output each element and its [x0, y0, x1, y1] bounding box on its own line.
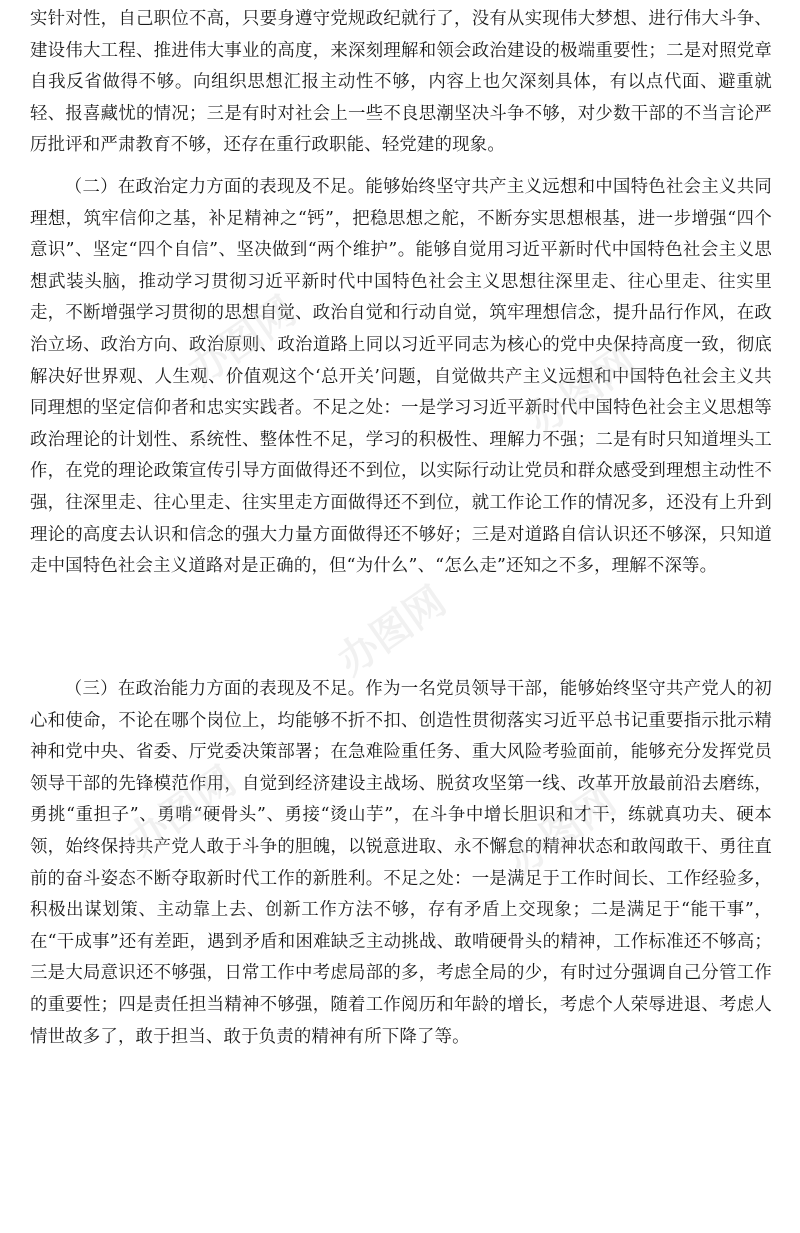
- watermark-logo: 办图网: [329, 578, 455, 685]
- paragraph-continuation: 实针对性，自己职位不高，只要身遵守党规政纪就行了，没有从实现伟大梦想、进行伟大斗争、建设伟大工程、推进伟大事业的高度，来深刻理解和领会政治建设的极端重要性；二是对照党章自我反省做得不够。向组织思想汇报主动性不够，内容上也欠深刻具体，有以点代面、避重就轻、报喜藏忧的情况；三是有时对社会上一些不良思潮坚决斗争不够，对少数干部的不当言论严厉批评和严肃教育不够，还存在重行政职能、轻党建的现象。: [30, 9, 772, 156]
- watermark-logo: 办图网: [519, 338, 645, 445]
- paragraph-political-ability: （三）在政治能力方面的表现及不足。作为一名党员领导干部，能够始终坚守共产党人的初心和使命，不论在哪个岗位上，均能够不折不扣、创造性贯彻落实习近平总书记重要指示批示精神和党中央、省委、厅党委决策部署；在急难险重任务、重大风险考验面前，能够充分发挥党员领导干部的先锋模范作用，自觉到经济建设主战场、脱贫攻坚第一线、改革开放最前沿去磨练，勇挑“重担子”、勇啃“硬骨头”、勇接“烫山芋”，在斗争中增长胆识和才干，练就真功夫、硬本领，始终保持共产党人敢于斗争的胆魄，以锐意进取、永不懈怠的精神状态和敢闯敢干、勇往直前的奋斗姿态不断夺取新时代工作的新胜利。不足之处：一是满足于工作时间长、工作经验多，积极出谋划策、主动靠上去、创新工作方法不够，存有矛盾上交现象；二是满足于“能干事”，在“干成事”还有差距，遇到矛盾和困难缺乏主动挑战、敢啃硬骨头的精神，工作标准还不够高；三是大局意识还不够强，日常工作中考虑局部的多，考虑全局的少，有时过分强调自己分管工作的重要性；四是责任担当精神不够强，随着工作阅历和年龄的增长，考虑个人荣辱进退、考虑人情世故多了，敢于担当、敢于负责的精神有所下降了等。: [30, 679, 772, 1047]
- paragraph-political-steadfastness: （二）在政治定力方面的表现及不足。能够始终坚守共产主义远想和中国特色社会主义共同理想，筑牢信仰之基，补足精神之“钙”，把稳思想之舵，不断夯实思想根基，进一步增强“四个意识”、坚定“四个自信”、坚决做到“两个维护”。能够自觉用习近平新时代中国特色社会主义思想武装头脑，推动学习贯彻习近平新时代中国特色社会主义思想往深里走、往心里走、往实里走，不断增强学习贯彻的思想自觉、政治自觉和行动自觉，筑牢理想信念，提升品行作风，在政治立场、政治方向、政治原则、政治道路上同以习近平同志为核心的党中央保持高度一致，彻底解决好世界观、人生观、价值观这个‘总开关’问题，自觉做共产主义远想和中国特色社会主义共同理想的坚定信仰者和忠实实践者。不足之处：一是学习习近平新时代中国特色社会主义思想等政治理论的计划性、系统性、整体性不足，学习的积极性、理解力不强；二是有时只知道埋头工作，在党的理论政策宣传引导方面做得还不到位，以实际行动让党员和群众感受到理想主动性不强，往深里走、往心里走、往实里走方面做得还不到位，就工作论工作的情况多，还没有上升到理论的高度去认识和信念的强大力量方面做得还不够好；三是对道路自信认识还不够深，只知道走中国特色社会主义道路对是正确的，但“为什么”、“怎么走”还知之不多，理解不深等。: [30, 177, 772, 577]
- watermark-logo: 办图网: [499, 778, 625, 885]
- watermark-logo: 办图网: [179, 288, 305, 395]
- watermark-logo: 办图网: [119, 758, 245, 865]
